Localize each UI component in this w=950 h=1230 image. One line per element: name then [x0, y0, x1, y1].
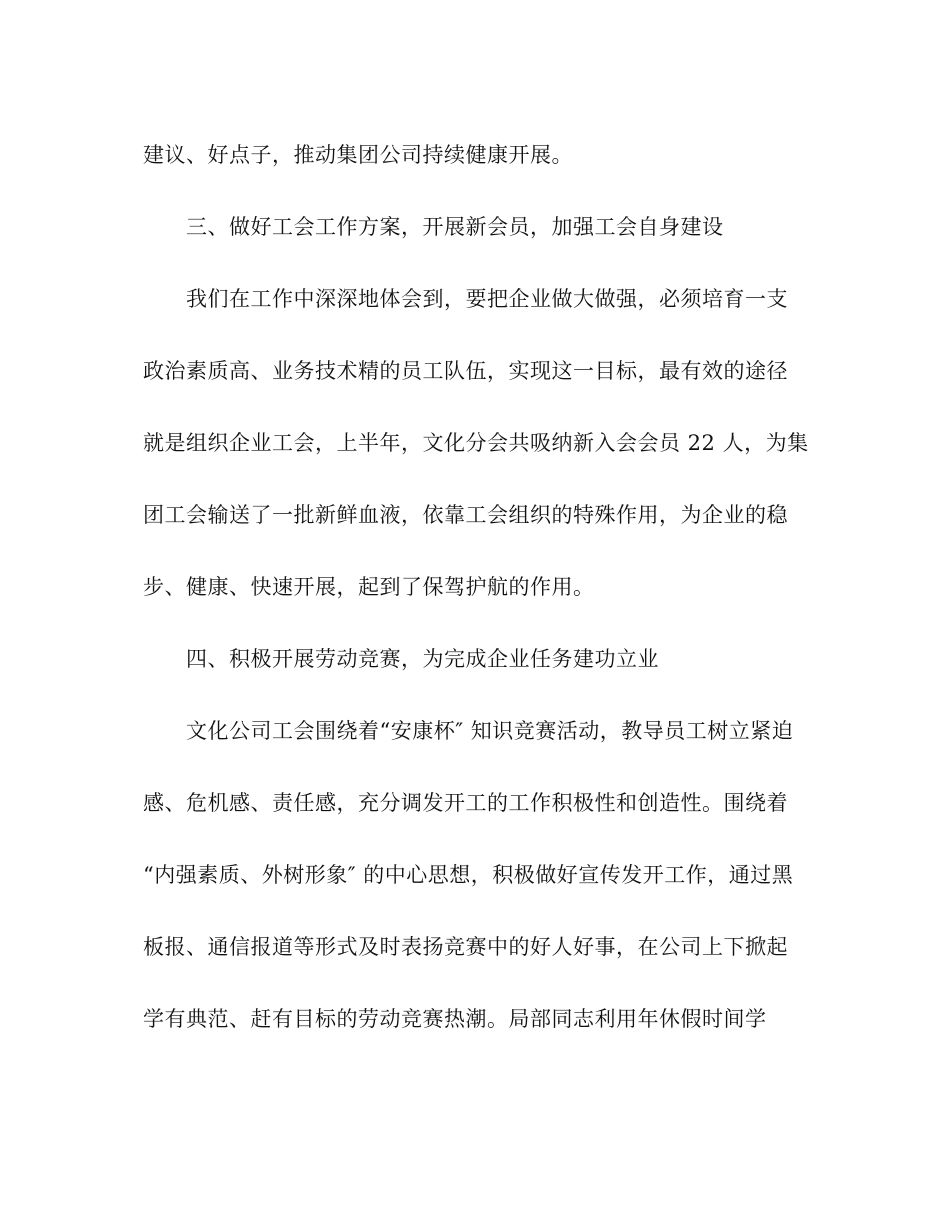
paragraph-line: 学有典范、赶有目标的劳动竞赛热潮。局部同志利用年休假时间学	[143, 1007, 767, 1031]
paragraph-line: 文化公司工会围绕着“安康杯″ 知识竞赛活动，教导员工树立紧迫	[186, 719, 794, 743]
paragraph-line: 板报、通信报道等形式及时表扬竞赛中的好人好事，在公司上下掀起	[143, 935, 788, 959]
paragraph-line: “内强素质、外树形象″ 的中心思想，积极做好宣传发开工作，通过黑	[143, 863, 794, 887]
paragraph-line: 我们在工作中深深地体会到，要把企业做大做强，必须培育一支	[186, 287, 788, 311]
paragraph-line: 感、危机感、责任感，充分调发开工的工作积极性和创造性。围绕着	[143, 791, 788, 815]
paragraph-line: 建议、好点子，推动集团公司持续健康开展。	[143, 143, 573, 167]
section-heading-3: 三、做好工会工作方案，开展新会员，加强工会自身建设	[186, 215, 724, 239]
paragraph-line: 步、健康、快速开展，起到了保驾护航的作用。	[143, 575, 595, 599]
paragraph-line: 就是组织企业工会，上半年，文化分会共吸纳新入会会员 22 人，为集	[143, 431, 809, 455]
paragraph-line: 政治素质高、业务技术精的员工队伍，实现这一目标，最有效的途径	[143, 359, 788, 383]
paragraph-line: 团工会输送了一批新鲜血液，依靠工会组织的特殊作用，为企业的稳	[143, 503, 788, 527]
section-heading-4: 四、积极开展劳动竞赛，为完成企业任务建功立业	[186, 647, 659, 671]
